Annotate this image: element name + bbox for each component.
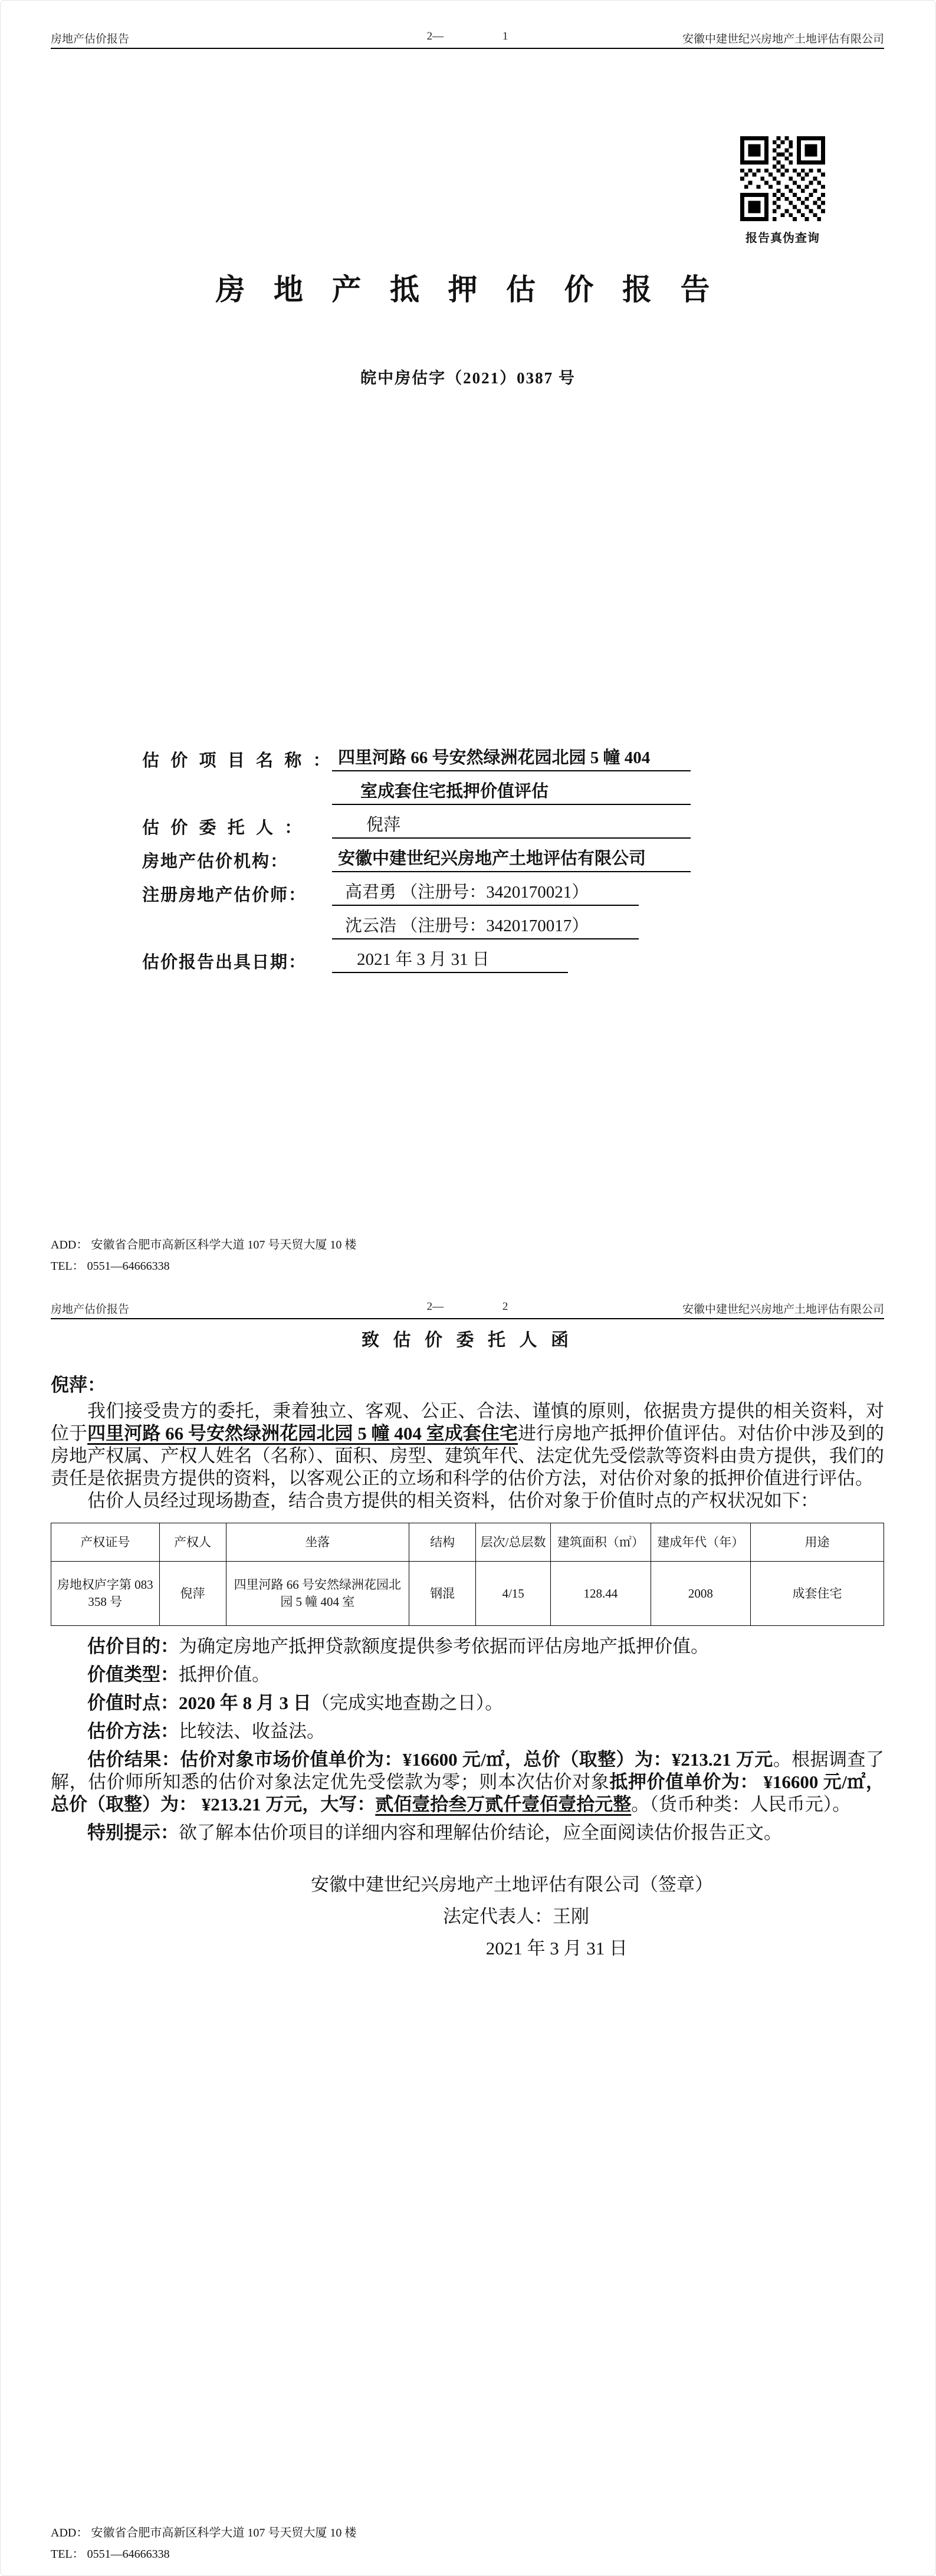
item-value-date: [51, 1692, 884, 1714]
col-header-cert-no: 产权证号: [51, 1523, 160, 1562]
field-label-project: 估 价 项 目 名 称 ：: [142, 751, 331, 770]
para1-seg3: 进行房地产抵押价值评估。对估价中涉及到的房地产权属、产权人姓名（名称）、面积、房型、建筑年代、法定优先受偿款等资料由贵方提供，我们的责任是依据贵方提供的资料，以客观公正的立场和科学的估价方法，对估价对象的抵押价值进行评估。: [51, 1423, 884, 1489]
letter-paragraph-1: [51, 1400, 884, 1490]
signature-company: 安徽中建世纪兴房地产土地评估有限公司（签章）: [311, 1874, 713, 1895]
field-value-agency: 安徽中建世纪兴房地产土地评估有限公司: [332, 845, 691, 872]
field-row-project: [142, 738, 691, 771]
item-result-currency: 。（货币种类：人民币元）。: [631, 1794, 851, 1815]
report-number: 皖中房估字（2021）0387 号: [360, 369, 576, 387]
item-result-market-value: 估价对象市场价值单价为：¥16600 元/㎡，总价（取整）为：¥213.21 万元: [180, 1749, 773, 1770]
field-row-appraiser-2: [142, 906, 691, 939]
cell-floor: 4/15: [476, 1562, 551, 1626]
para1-seg1: 我们接受贵方的委托，秉着独立、客观、公正、合法、谨慎的原则，依据贵方提供的相关资料，对位于: [51, 1401, 884, 1444]
col-header-owner: 产权人: [159, 1523, 226, 1562]
field-value-project-line1: 四里河路 66 号安然绿洲花园北园 5 幢 404: [332, 744, 691, 771]
para1-property-name: 四里河路 66 号安然绿洲花园北园 5 幢 404 室成套住宅: [87, 1423, 518, 1444]
cover-fields: [142, 738, 691, 973]
col-header-usage: 用途: [751, 1523, 884, 1562]
cell-year-built: 2008: [651, 1562, 750, 1626]
page-2-footer: [51, 2522, 356, 2565]
page-1-footer: [51, 1234, 356, 1277]
letter-title: 致 估 价 委 托 人 函: [362, 1330, 573, 1350]
item-value-date-value: 2020 年 8 月 3 日: [179, 1693, 311, 1713]
item-method-text: 比较法、收益法。: [179, 1721, 325, 1742]
field-row-agency: [142, 839, 691, 872]
header-doc-type: 房地产估价报告: [51, 1303, 130, 1316]
field-label-appraiser: 注册房地产估价师：: [142, 886, 307, 905]
field-value-appraiser-2: 沈云浩 （注册号：3420170017）: [332, 912, 639, 939]
qr-code-icon: [740, 136, 825, 221]
item-purpose-label: 估价目的：: [87, 1636, 179, 1657]
col-header-location: 坐落: [226, 1523, 409, 1562]
property-rights-table: [51, 1523, 884, 1626]
col-header-floor: 层次/总层数: [476, 1523, 551, 1562]
field-row-project-cont: [142, 771, 691, 805]
field-label-client: 估 价 委 托 人 ：: [142, 819, 303, 837]
header-page-total: 2—: [426, 30, 444, 42]
report-page-2: [1, 1289, 935, 2576]
item-special-notice-label: 特别提示：: [87, 1822, 179, 1843]
item-value-type: [51, 1664, 884, 1686]
header-page-number: [427, 30, 508, 43]
item-value-date-label: 价值时点：: [87, 1693, 179, 1713]
field-row-client: [142, 805, 691, 839]
cell-location: 四里河路 66 号安然绿洲花园北园 5 幢 404 室: [226, 1562, 409, 1626]
footer-address: ADD： 安徽省合肥市高新区科学大道 107 号天贸大厦 10 楼: [51, 1238, 357, 1251]
field-value-project-line2: 室成套住宅抵押价值评估: [332, 778, 691, 805]
item-value-type-label: 价值类型：: [87, 1664, 179, 1685]
cell-owner: 倪萍: [159, 1562, 226, 1626]
letter-paragraph-2: 估价人员经过现场勘查，结合贵方提供的相关资料，估价对象于价值时点的产权状况如下：: [87, 1490, 819, 1511]
header-page-total: 2—: [426, 1300, 444, 1313]
col-header-year-built: 建成年代（年）: [651, 1523, 750, 1562]
col-header-area: 建筑面积（㎡）: [551, 1523, 651, 1562]
item-method: [51, 1720, 884, 1743]
footer-telephone: TEL： 0551—64666338: [51, 2548, 170, 2561]
table-header-row: [51, 1523, 884, 1562]
footer-address: ADD： 安徽省合肥市高新区科学大道 107 号天贸大厦 10 楼: [51, 2526, 357, 2539]
item-value-type-text: 抵押价值。: [179, 1664, 270, 1685]
cell-cert-no: 房地权庐字第 083358 号: [51, 1562, 160, 1626]
field-value-appraiser-1: 高君勇 （注册号：3420170021）: [332, 879, 639, 906]
item-result-note: 。根据调查了解，估价师所知悉的估价对象法定优先受偿款为零；则本次估价对象: [51, 1749, 885, 1792]
table-row: [51, 1562, 884, 1626]
signature-block: [51, 1869, 884, 1964]
header-page-number: [427, 1300, 508, 1313]
field-label-agency: 房地产估价机构：: [142, 852, 289, 871]
item-purpose: [51, 1635, 884, 1658]
item-value-date-suffix: （完成实地查勘之日）。: [311, 1693, 504, 1713]
header-company-name: 安徽中建世纪兴房地产土地评估有限公司: [682, 33, 884, 45]
letter-salutation: 倪萍：: [51, 1375, 106, 1395]
header-doc-type: 房地产估价报告: [51, 33, 130, 45]
field-row-report-date: [142, 939, 691, 973]
report-title: 房 地 产 抵 押 估 价 报 告: [215, 273, 721, 306]
qr-block: [740, 136, 825, 245]
item-result: [51, 1749, 884, 1816]
appraisal-items: [51, 1635, 884, 1844]
field-row-appraiser-1: [142, 872, 691, 906]
qr-caption: 报告真伪查询: [745, 232, 820, 245]
header-company-name: 安徽中建世纪兴房地产土地评估有限公司: [682, 1303, 884, 1316]
item-special-notice-text: 欲了解本估价项目的详细内容和理解估价结论，应全面阅读估价报告正文。: [179, 1822, 782, 1843]
signature-legal-representative: 法定代表人：王刚: [443, 1906, 589, 1927]
item-result-mortgage-value: 抵押价值单价为： ¥16600 元/㎡，总价（取整）为： ¥213.21 万元，大写：: [51, 1772, 884, 1815]
cell-area: 128.44: [551, 1562, 651, 1626]
field-label-report-date: 估价报告出具日期：: [142, 953, 307, 972]
field-value-report-date: 2021 年 3 月 31 日: [332, 946, 568, 973]
field-value-client: 倪萍: [332, 811, 691, 839]
header-page-current: 2: [502, 1300, 508, 1313]
item-result-amount-in-words: 贰佰壹拾叁万贰仟壹佰壹拾元整: [375, 1794, 632, 1815]
cell-usage: 成套住宅: [751, 1562, 884, 1626]
item-purpose-text: 为确定房地产抵押贷款额度提供参考依据而评估房地产抵押价值。: [179, 1636, 709, 1657]
footer-telephone: TEL： 0551—64666338: [51, 1260, 170, 1273]
header-divider: [51, 48, 884, 49]
item-method-label: 估价方法：: [87, 1721, 179, 1742]
cell-structure: 钢混: [409, 1562, 476, 1626]
col-header-structure: 结构: [409, 1523, 476, 1562]
header-divider: [51, 1318, 884, 1319]
item-special-notice: [51, 1822, 884, 1844]
signature-date: 2021 年 3 月 31 日: [485, 1938, 628, 1959]
item-result-label: 估价结果：: [87, 1749, 180, 1770]
letter-body: [51, 1325, 884, 1964]
report-page-1: [1, 1, 935, 1289]
header-page-current: 1: [502, 30, 508, 42]
